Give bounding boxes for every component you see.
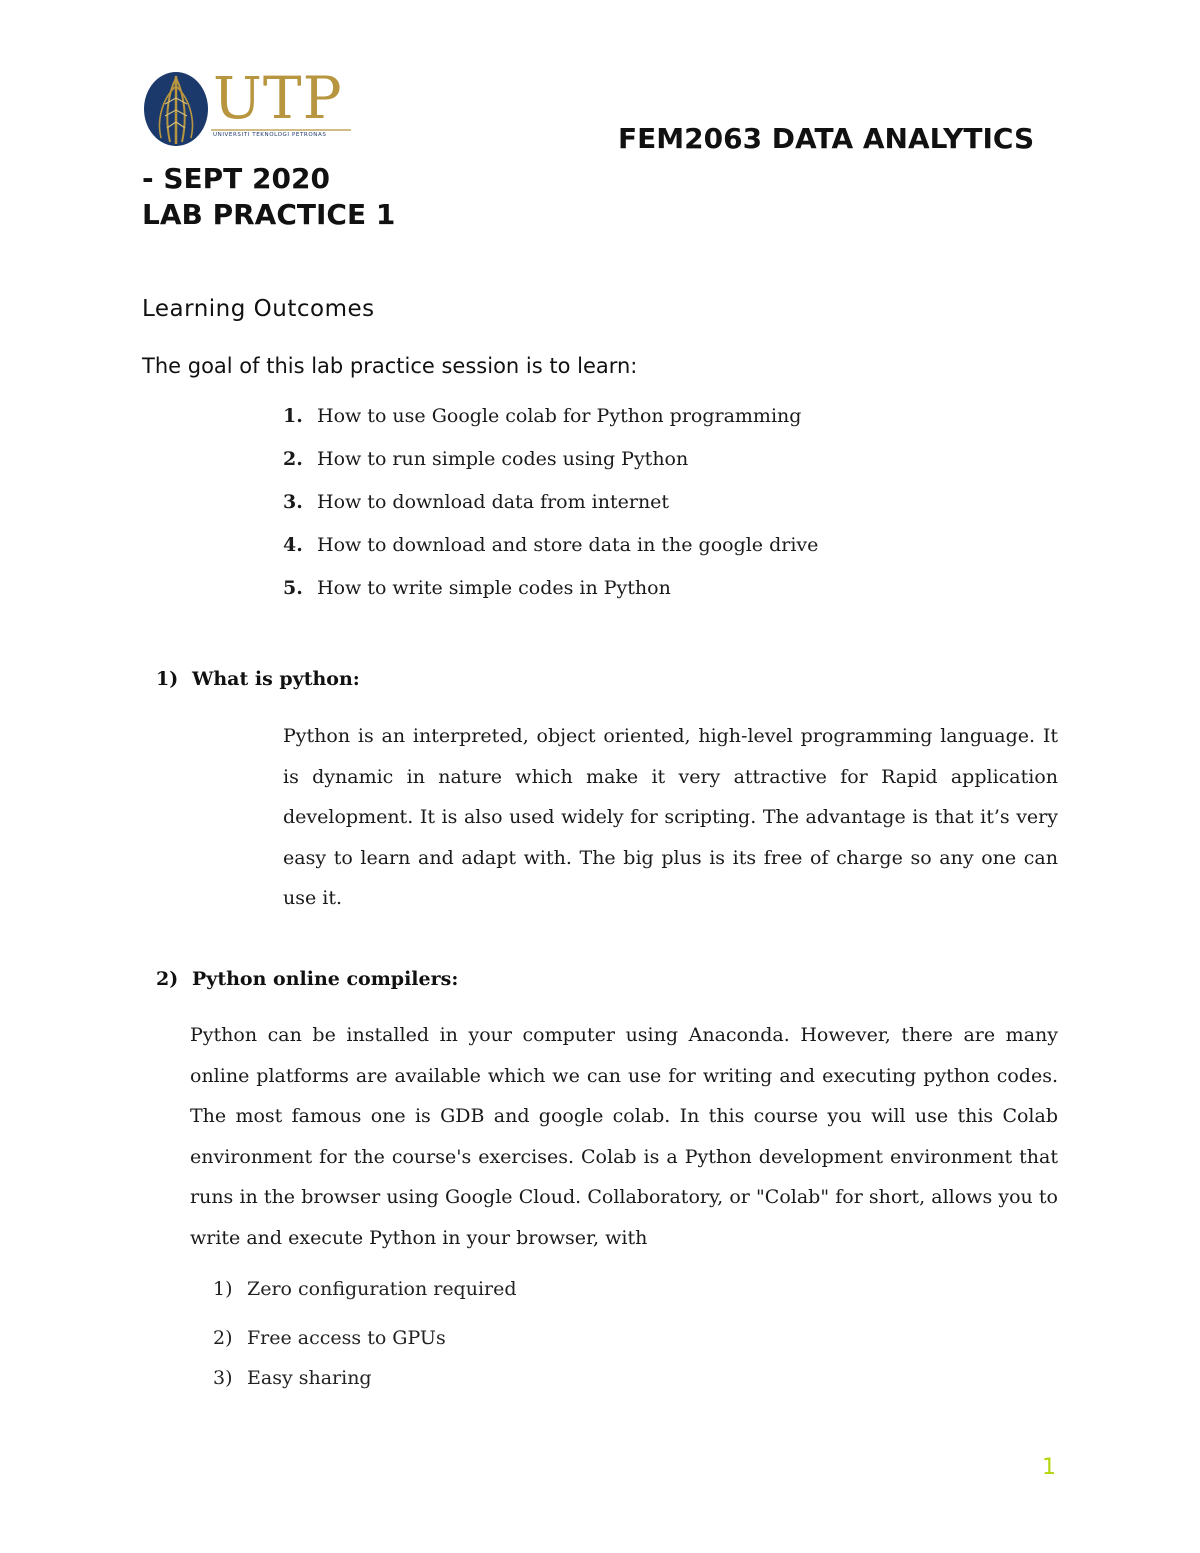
document-title: [142, 161, 742, 233]
list-item: 2) Free access to GPUs: [213, 1327, 446, 1349]
list-item: 3. How to download data from internet: [283, 491, 670, 513]
section-1-body: Python is an interpreted, object oriented, high-level programming language. It is dynamic in nature which make it very attractive for Rapid application development. It is also used widely for scripting. The advantage is that it’s very easy to learn and adapt with. The big plus is its free of charge so any one can use it.: [283, 725, 1058, 909]
learning-outcomes-intro: The goal of this lab practice session is to learn:: [142, 354, 638, 378]
learning-outcomes-list: [283, 405, 818, 620]
list-item: 1) Zero configuration required: [213, 1278, 517, 1300]
course-title: FEM2063 DATA ANALYTICS: [618, 122, 1035, 155]
section-1-heading: 1) What is python:: [156, 668, 360, 690]
learning-outcomes-heading: Learning Outcomes: [142, 296, 375, 322]
logo-tagline: UNIVERSITI TEKNOLOGI PETRONAS: [213, 132, 327, 138]
logo-wordmark: UTP: [213, 64, 343, 132]
lab-line: LAB PRACTICE 1: [142, 198, 396, 231]
list-item: 3) Easy sharing: [213, 1367, 372, 1389]
list-item: 1. How to use Google colab for Python programming: [283, 405, 802, 427]
utp-logo: [143, 64, 358, 150]
list-item: 2. How to run simple codes using Python: [283, 448, 689, 470]
section-2-body: Python can be installed in your computer using Anaconda. However, there are many online platforms are available which we can use for writing and executing python codes. The most famous one is GDB and google colab. In this course you will use this Colab environment for the course's exercises. Colab is a Python development environment that runs in the browser using Google Cloud. Collaboratory, or "Colab" for short, allows you to write and execute Python in your browser, with: [190, 1024, 1058, 1249]
section-2-heading: 2) Python online compilers:: [156, 968, 459, 990]
list-item: 4. How to download and store data in the google drive: [283, 534, 819, 556]
term-line: - SEPT 2020: [142, 162, 330, 195]
list-item: 5. How to write simple codes in Python: [283, 577, 671, 599]
page-number: 1: [1042, 1455, 1056, 1480]
